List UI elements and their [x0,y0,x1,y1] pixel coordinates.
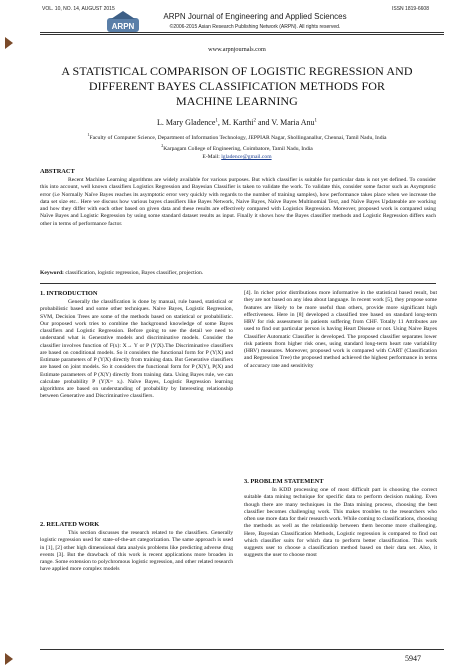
header-rule-2 [40,34,444,35]
problem-statement-heading: 3. PROBLEM STATEMENT [244,478,324,485]
footer-rule [40,649,444,650]
related-work-heading: 2. RELATED WORK [40,521,100,528]
author-sup: 1 [215,118,218,124]
issn: ISSN 1819-6608 [392,6,429,12]
author-name: and V. Maria Anu [255,118,315,127]
abstract-text: Recent Machine Learning algorithms are widely available for various purposes. But which classifier is suitable for particular data is not yet defined. To consider this into account, well known classifiers Logistics Regression and Bayesian Classifier is taken to validate the work. To validate this, consider some factor such as Asymptotic error (i.e Normally Naïve Bayes reaches its asymptotic error very quickly with regards to the number of training samples), how performance takes place when we increase the data set size etc.. Here we discuss how various bayes classifiers like Bayes Network, Naive Bayes, Naïve Bayes Multinomial Text, and Naïve Bayes Updateable are working and how they differ with each other based on given data and these results are effectively compared with Logistics Regression. Moreover, proposed work is compared using Naïve Bayes and Logistic Regression by using some standard dataset results as input. Finally it shows how the Bayes classifier methods and Logistic Regression differs each other in terms of performance factor. [40,177,436,227]
keywords [40,270,436,276]
header-rule [40,32,444,33]
abstract-heading: ABSTRACT [40,168,75,175]
introduction-text: Generally the classification is done by manual, rule based, statistical or probabilistic based and some other techniques. Naive Bayes, Logistic Regression, SVM, Decision Trees are some of the methods based on statistical or probabilistic. Our proposed work tries to combine the background knowledge of some Bayes classifiers and Logistic Regression. Before going to see the detail we need to understand what is Generative models and discriminative models. Consider the classifier involves function of F(x): X→ Y or P (Y|X).The Discriminative classifiers are based on conditional models. So it considers the functional form for P (Y|X) and Estimate parameters of P (Y|X) directly from training data. But Generative classifiers are based on joint models. So it considers the functional form for P (X|Y), P(X) and Estimate parameters of P (X|Y) directly from training data. Using Bayes rule, we can calculate probability P (Y|X= xᵢ). Naïve Bayes, Logistic Regression learning algorithms are based on understanding of probability by Interesting relationship between Generative and Discriminative classifiers. [40,299,233,400]
problem-statement-body [244,487,437,560]
affiliation-2 [20,142,454,153]
title-line-1: A STATISTICAL COMPARISON OF LOGISTIC REGRESSION AND [61,64,413,78]
keywords-label: Keyword: [40,270,64,276]
right-column-continued [244,290,437,370]
author-sup: 1 [314,118,318,124]
author-name: L. Mary Gladence [156,118,216,127]
email-link[interactable]: lgladence@gmail.com [221,153,272,160]
copyright-line: ©2006-2015 Asian Research Publishing Network (ARPN). All rights reserved. [169,24,341,30]
page-number: 5947 [405,654,421,663]
related-work-body [40,530,233,574]
author-sup: 2 [253,118,256,124]
affiliations [20,131,454,161]
margin-mark [5,652,13,664]
keywords-text: classification, logistic regression, Bayes classifier, projection. [63,270,204,276]
affiliation-1 [20,131,454,142]
title-line-3: MACHINE LEARNING [176,94,298,108]
journal-url[interactable]: www.arpnjournals.com [208,46,266,53]
author-list [0,118,474,127]
introduction-heading: 1. INTRODUCTION [40,290,98,297]
journal-name: ARPN Journal of Engineering and Applied Sciences [163,12,347,21]
problem-statement-text: In KDD processing one of most difficult part is choosing the correct suitable data mining technique for specific data to perform decision making. Even though there are many techniques in the Data mining process, choosing the best classifier becomes challenging work. This makes troubles to the researchers who often use more data for their research work. While coming to classifications, choosing the methods as well as the relationship between them become more challenging. Here, Bayesian Classification Methods, Logistic regression is compared to find out which classifier suits for which data to perform better classification. This work suggests user to choose a classification method based on their data set. Also, it suggests the user to choose most [244,487,437,559]
email-line [20,153,454,161]
paper-title [30,64,444,109]
affiliation-sup: 2 [161,142,164,148]
affiliation-text: Faculty of Computer Science, Department of Information Technology, JEPPIAR Nagar, Shollinganallur, Chennai, Tamil Nadu, India [89,134,387,141]
svg-text:ARPN: ARPN [111,22,135,31]
title-line-2: DIFFERENT BAYES CLASSIFICATION METHODS FOR [88,79,386,93]
introduction-body [40,299,233,401]
keywords-rule [40,283,436,284]
related-work-text: This section discusses the research related to the classifiers. Generally logistic regression used for state-of-the-art categorization. The same approach is used in [1], [2] other high dimensional data analysis problems like predicting adverse drug events [3]. But the drawback of this work is recent applications more broaden in range. Some extension to polychromous logistic regression, and other related research have applied more complex models [40,530,233,573]
abstract-body [40,177,436,228]
email-label: E-Mail: [202,153,222,160]
affiliation-sup: 1 [87,132,90,137]
volume-info: VOL. 10, NO. 14, AUGUST 2015 [42,6,115,12]
continued-text: [4]. In richer prior distributions more informative in the statistical based result, but they are not based on any idea about language. In recent work [5], they propose some features are likely to be more useful than others, provide more significant high effectiveness. Here in [8] developed a classified tree based on standard long-term HRV for risk assessment in patients suffering from CHF. Totally 11 Attributes are used to find out particular person is having Heart Disease or not. Using Naive Bayes Classifier Automatic Classifier is developed. The proposed classifier separates lower risk patients from higher risk ones, using standard long-term heart rate variability (HRV) measures. Moreover, proposed work is compared with CART (Classification and Regression Tree) the proposed method achieved the highest performance in terms of accuracy rate and sensitivity [244,290,437,369]
affiliation-text: Karpagam College of Engineering, Coimbatore, Tamil Nadu, India [163,145,313,152]
author-name: , M. Karthi [217,118,254,127]
